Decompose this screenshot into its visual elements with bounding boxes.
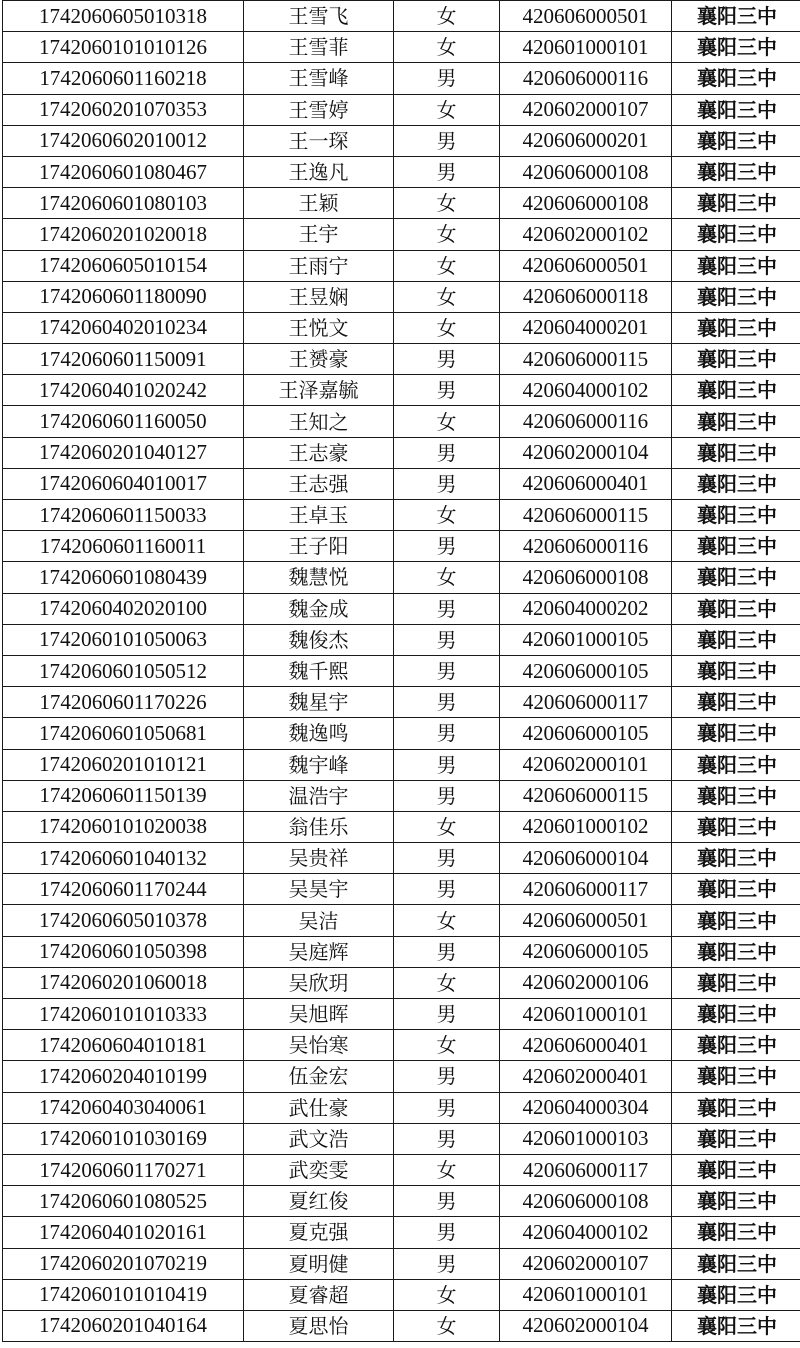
school-code-cell: 420601000101 [500, 1279, 672, 1310]
gender-cell: 男 [394, 125, 500, 156]
school-name-cell: 襄阳三中 [672, 718, 800, 749]
table-row [3, 500, 800, 531]
school-name-cell: 襄阳三中 [672, 1061, 800, 1092]
gender-cell: 男 [394, 344, 500, 375]
gender-cell: 男 [394, 156, 500, 187]
gender-cell: 男 [394, 468, 500, 499]
exam-number-cell: 1742060101010126 [3, 32, 244, 63]
gender-cell: 女 [394, 905, 500, 936]
gender-cell: 女 [394, 281, 500, 312]
gender-cell: 男 [394, 624, 500, 655]
table-row [3, 406, 800, 437]
school-code-cell: 420606000105 [500, 655, 672, 686]
school-code-cell: 420606000116 [500, 406, 672, 437]
exam-number-cell: 1742060601150033 [3, 500, 244, 531]
school-code-cell: 420606000105 [500, 936, 672, 967]
table-row [3, 874, 800, 905]
student-name-cell: 翁佳乐 [244, 811, 394, 842]
school-name-cell: 襄阳三中 [672, 999, 800, 1030]
student-name-cell: 魏逸鸣 [244, 718, 394, 749]
exam-number-cell: 1742060402010234 [3, 312, 244, 343]
school-name-cell: 襄阳三中 [672, 94, 800, 125]
school-code-cell: 420606000104 [500, 843, 672, 874]
student-name-cell: 王雨宁 [244, 250, 394, 281]
school-name-cell: 襄阳三中 [672, 780, 800, 811]
school-code-cell: 420606000108 [500, 562, 672, 593]
table-row [3, 1030, 800, 1061]
school-code-cell: 420602000101 [500, 749, 672, 780]
student-name-cell: 魏俊杰 [244, 624, 394, 655]
gender-cell: 男 [394, 874, 500, 905]
school-name-cell: 襄阳三中 [672, 811, 800, 842]
school-code-cell: 420606000401 [500, 468, 672, 499]
school-code-cell: 420602000107 [500, 94, 672, 125]
school-name-cell: 襄阳三中 [672, 437, 800, 468]
exam-number-cell: 1742060605010378 [3, 905, 244, 936]
gender-cell: 女 [394, 1310, 500, 1341]
student-name-cell: 吴旭晖 [244, 999, 394, 1030]
exam-number-cell: 1742060605010154 [3, 250, 244, 281]
student-name-cell: 王一琛 [244, 125, 394, 156]
gender-cell: 男 [394, 655, 500, 686]
gender-cell: 男 [394, 1123, 500, 1154]
exam-number-cell: 1742060601080467 [3, 156, 244, 187]
table-row [3, 562, 800, 593]
school-code-cell: 420604000102 [500, 1217, 672, 1248]
school-name-cell: 襄阳三中 [672, 406, 800, 437]
gender-cell: 女 [394, 250, 500, 281]
school-code-cell: 420606000501 [500, 905, 672, 936]
student-name-cell: 温浩宇 [244, 780, 394, 811]
school-name-cell: 襄阳三中 [672, 1123, 800, 1154]
gender-cell: 女 [394, 1, 500, 32]
gender-cell: 女 [394, 94, 500, 125]
school-code-cell: 420606000105 [500, 718, 672, 749]
gender-cell: 女 [394, 312, 500, 343]
table-row [3, 1061, 800, 1092]
school-code-cell: 420606000115 [500, 344, 672, 375]
table-row [3, 32, 800, 63]
school-name-cell: 襄阳三中 [672, 32, 800, 63]
table-row [3, 1310, 800, 1341]
table-row [3, 125, 800, 156]
school-name-cell: 襄阳三中 [672, 687, 800, 718]
exam-number-cell: 1742060605010318 [3, 1, 244, 32]
school-code-cell: 420604000304 [500, 1092, 672, 1123]
exam-number-cell: 1742060201010121 [3, 749, 244, 780]
table-row [3, 843, 800, 874]
exam-number-cell: 1742060604010017 [3, 468, 244, 499]
school-name-cell: 襄阳三中 [672, 219, 800, 250]
gender-cell: 男 [394, 936, 500, 967]
table-row [3, 687, 800, 718]
exam-number-cell: 1742060601050681 [3, 718, 244, 749]
school-code-cell: 420606000117 [500, 1154, 672, 1185]
exam-number-cell: 1742060201060018 [3, 967, 244, 998]
gender-cell: 男 [394, 375, 500, 406]
exam-number-cell: 1742060601160011 [3, 531, 244, 562]
school-code-cell: 420606000401 [500, 1030, 672, 1061]
student-name-cell: 吴怡寒 [244, 1030, 394, 1061]
school-name-cell: 襄阳三中 [672, 375, 800, 406]
exam-number-cell: 1742060601160050 [3, 406, 244, 437]
table-row [3, 780, 800, 811]
school-name-cell: 襄阳三中 [672, 655, 800, 686]
school-code-cell: 420602000102 [500, 219, 672, 250]
gender-cell: 女 [394, 500, 500, 531]
school-code-cell: 420601000102 [500, 811, 672, 842]
school-code-cell: 420606000115 [500, 500, 672, 531]
table-row [3, 593, 800, 624]
student-name-cell: 夏克强 [244, 1217, 394, 1248]
table-row [3, 1154, 800, 1185]
student-name-cell: 夏思怡 [244, 1310, 394, 1341]
student-name-cell: 王志豪 [244, 437, 394, 468]
school-code-cell: 420606000108 [500, 1186, 672, 1217]
school-code-cell: 420601000101 [500, 32, 672, 63]
table-row [3, 531, 800, 562]
student-name-cell: 魏千熙 [244, 655, 394, 686]
school-code-cell: 420606000201 [500, 125, 672, 156]
school-name-cell: 襄阳三中 [672, 593, 800, 624]
student-name-cell: 王雪婷 [244, 94, 394, 125]
school-name-cell: 襄阳三中 [672, 250, 800, 281]
student-name-cell: 王雪菲 [244, 32, 394, 63]
gender-cell: 男 [394, 1248, 500, 1279]
student-name-cell: 武仕豪 [244, 1092, 394, 1123]
student-name-cell: 王悦文 [244, 312, 394, 343]
school-name-cell: 襄阳三中 [672, 905, 800, 936]
school-code-cell: 420606000501 [500, 1, 672, 32]
school-code-cell: 420606000501 [500, 250, 672, 281]
school-code-cell: 420601000105 [500, 624, 672, 655]
exam-number-cell: 1742060601040132 [3, 843, 244, 874]
table-row [3, 936, 800, 967]
exam-number-cell: 1742060601170226 [3, 687, 244, 718]
exam-number-cell: 1742060601150139 [3, 780, 244, 811]
school-name-cell: 襄阳三中 [672, 562, 800, 593]
school-name-cell: 襄阳三中 [672, 344, 800, 375]
student-name-cell: 王逸凡 [244, 156, 394, 187]
table-row [3, 344, 800, 375]
school-name-cell: 襄阳三中 [672, 1217, 800, 1248]
student-name-cell: 王雪飞 [244, 1, 394, 32]
school-name-cell: 襄阳三中 [672, 936, 800, 967]
school-code-cell: 420606000108 [500, 156, 672, 187]
school-name-cell: 襄阳三中 [672, 1154, 800, 1185]
school-code-cell: 420606000116 [500, 531, 672, 562]
school-code-cell: 420606000116 [500, 63, 672, 94]
table-row [3, 312, 800, 343]
school-name-cell: 襄阳三中 [672, 1186, 800, 1217]
gender-cell: 男 [394, 1186, 500, 1217]
table-row [3, 624, 800, 655]
school-name-cell: 襄阳三中 [672, 749, 800, 780]
school-code-cell: 420606000108 [500, 188, 672, 219]
gender-cell: 男 [394, 1061, 500, 1092]
student-name-cell: 魏星宇 [244, 687, 394, 718]
gender-cell: 女 [394, 406, 500, 437]
student-name-cell: 吴庭辉 [244, 936, 394, 967]
table-row [3, 967, 800, 998]
roster-body [3, 1, 800, 1342]
student-name-cell: 吴欣玥 [244, 967, 394, 998]
student-name-cell: 吴洁 [244, 905, 394, 936]
table-row [3, 468, 800, 499]
school-code-cell: 420606000117 [500, 874, 672, 905]
exam-number-cell: 1742060201020018 [3, 219, 244, 250]
exam-number-cell: 1742060601150091 [3, 344, 244, 375]
school-name-cell: 襄阳三中 [672, 468, 800, 499]
exam-number-cell: 1742060101010333 [3, 999, 244, 1030]
gender-cell: 男 [394, 718, 500, 749]
student-name-cell: 夏睿超 [244, 1279, 394, 1310]
school-name-cell: 襄阳三中 [672, 188, 800, 219]
school-code-cell: 420604000202 [500, 593, 672, 624]
school-code-cell: 420602000401 [500, 1061, 672, 1092]
student-roster-table [2, 0, 800, 1342]
exam-number-cell: 1742060101030169 [3, 1123, 244, 1154]
gender-cell: 男 [394, 1092, 500, 1123]
exam-number-cell: 1742060401020161 [3, 1217, 244, 1248]
school-name-cell: 襄阳三中 [672, 874, 800, 905]
gender-cell: 男 [394, 531, 500, 562]
school-code-cell: 420604000201 [500, 312, 672, 343]
gender-cell: 男 [394, 999, 500, 1030]
school-name-cell: 襄阳三中 [672, 624, 800, 655]
student-name-cell: 魏金成 [244, 593, 394, 624]
student-name-cell: 王泽嘉毓 [244, 375, 394, 406]
student-name-cell: 王昱娴 [244, 281, 394, 312]
school-code-cell: 420602000104 [500, 1310, 672, 1341]
table-row [3, 63, 800, 94]
gender-cell: 男 [394, 63, 500, 94]
gender-cell: 女 [394, 967, 500, 998]
student-name-cell: 王宇 [244, 219, 394, 250]
student-name-cell: 王卓玉 [244, 500, 394, 531]
table-row [3, 1248, 800, 1279]
school-code-cell: 420602000104 [500, 437, 672, 468]
school-name-cell: 襄阳三中 [672, 1092, 800, 1123]
exam-number-cell: 1742060601080439 [3, 562, 244, 593]
school-name-cell: 襄阳三中 [672, 500, 800, 531]
table-row [3, 1217, 800, 1248]
exam-number-cell: 1742060402020100 [3, 593, 244, 624]
school-code-cell: 420602000106 [500, 967, 672, 998]
table-row [3, 1279, 800, 1310]
student-name-cell: 伍金宏 [244, 1061, 394, 1092]
exam-number-cell: 1742060201070219 [3, 1248, 244, 1279]
school-name-cell: 襄阳三中 [672, 1030, 800, 1061]
exam-number-cell: 1742060601180090 [3, 281, 244, 312]
gender-cell: 男 [394, 593, 500, 624]
gender-cell: 女 [394, 1030, 500, 1061]
exam-number-cell: 1742060101050063 [3, 624, 244, 655]
student-name-cell: 武文浩 [244, 1123, 394, 1154]
student-name-cell: 王子阳 [244, 531, 394, 562]
table-row [3, 1, 800, 32]
table-row [3, 718, 800, 749]
exam-number-cell: 1742060401020242 [3, 375, 244, 406]
school-code-cell: 420606000117 [500, 687, 672, 718]
exam-number-cell: 1742060601050512 [3, 655, 244, 686]
gender-cell: 男 [394, 780, 500, 811]
exam-number-cell: 1742060201040127 [3, 437, 244, 468]
exam-number-cell: 1742060602010012 [3, 125, 244, 156]
exam-number-cell: 1742060601170271 [3, 1154, 244, 1185]
school-name-cell: 襄阳三中 [672, 531, 800, 562]
table-row [3, 156, 800, 187]
student-name-cell: 魏宇峰 [244, 749, 394, 780]
exam-number-cell: 1742060201040164 [3, 1310, 244, 1341]
gender-cell: 男 [394, 687, 500, 718]
exam-number-cell: 1742060601080103 [3, 188, 244, 219]
exam-number-cell: 1742060204010199 [3, 1061, 244, 1092]
exam-number-cell: 1742060101010419 [3, 1279, 244, 1310]
table-row [3, 905, 800, 936]
table-row [3, 94, 800, 125]
student-name-cell: 王赟豪 [244, 344, 394, 375]
gender-cell: 女 [394, 811, 500, 842]
table-row [3, 281, 800, 312]
gender-cell: 女 [394, 1154, 500, 1185]
student-name-cell: 魏慧悦 [244, 562, 394, 593]
student-name-cell: 夏红俊 [244, 1186, 394, 1217]
table-row [3, 188, 800, 219]
school-name-cell: 襄阳三中 [672, 1279, 800, 1310]
school-name-cell: 襄阳三中 [672, 1248, 800, 1279]
exam-number-cell: 1742060601050398 [3, 936, 244, 967]
student-name-cell: 王志强 [244, 468, 394, 499]
table-row [3, 250, 800, 281]
gender-cell: 男 [394, 749, 500, 780]
school-name-cell: 襄阳三中 [672, 1, 800, 32]
school-name-cell: 襄阳三中 [672, 63, 800, 94]
exam-number-cell: 1742060601080525 [3, 1186, 244, 1217]
school-code-cell: 420604000102 [500, 375, 672, 406]
student-name-cell: 夏明健 [244, 1248, 394, 1279]
table-row [3, 1123, 800, 1154]
school-code-cell: 420606000115 [500, 780, 672, 811]
student-name-cell: 王颖 [244, 188, 394, 219]
table-row [3, 375, 800, 406]
gender-cell: 男 [394, 843, 500, 874]
school-name-cell: 襄阳三中 [672, 967, 800, 998]
school-name-cell: 襄阳三中 [672, 281, 800, 312]
student-name-cell: 武奕雯 [244, 1154, 394, 1185]
gender-cell: 男 [394, 1217, 500, 1248]
table-row [3, 437, 800, 468]
student-name-cell: 王知之 [244, 406, 394, 437]
gender-cell: 女 [394, 562, 500, 593]
school-code-cell: 420606000118 [500, 281, 672, 312]
exam-number-cell: 1742060601160218 [3, 63, 244, 94]
table-row [3, 1186, 800, 1217]
exam-number-cell: 1742060101020038 [3, 811, 244, 842]
table-row [3, 749, 800, 780]
school-code-cell: 420601000101 [500, 999, 672, 1030]
gender-cell: 女 [394, 1279, 500, 1310]
school-code-cell: 420601000103 [500, 1123, 672, 1154]
school-name-cell: 襄阳三中 [672, 843, 800, 874]
table-row [3, 811, 800, 842]
gender-cell: 男 [394, 437, 500, 468]
school-code-cell: 420602000107 [500, 1248, 672, 1279]
student-name-cell: 吴昊宇 [244, 874, 394, 905]
school-name-cell: 襄阳三中 [672, 156, 800, 187]
exam-number-cell: 1742060604010181 [3, 1030, 244, 1061]
school-name-cell: 襄阳三中 [672, 125, 800, 156]
school-name-cell: 襄阳三中 [672, 1310, 800, 1341]
gender-cell: 女 [394, 32, 500, 63]
table-row [3, 999, 800, 1030]
school-name-cell: 襄阳三中 [672, 312, 800, 343]
student-name-cell: 王雪峰 [244, 63, 394, 94]
exam-number-cell: 1742060201070353 [3, 94, 244, 125]
student-name-cell: 吴贵祥 [244, 843, 394, 874]
table-row [3, 1092, 800, 1123]
table-row [3, 655, 800, 686]
gender-cell: 女 [394, 219, 500, 250]
gender-cell: 女 [394, 188, 500, 219]
exam-number-cell: 1742060601170244 [3, 874, 244, 905]
exam-number-cell: 1742060403040061 [3, 1092, 244, 1123]
table-row [3, 219, 800, 250]
